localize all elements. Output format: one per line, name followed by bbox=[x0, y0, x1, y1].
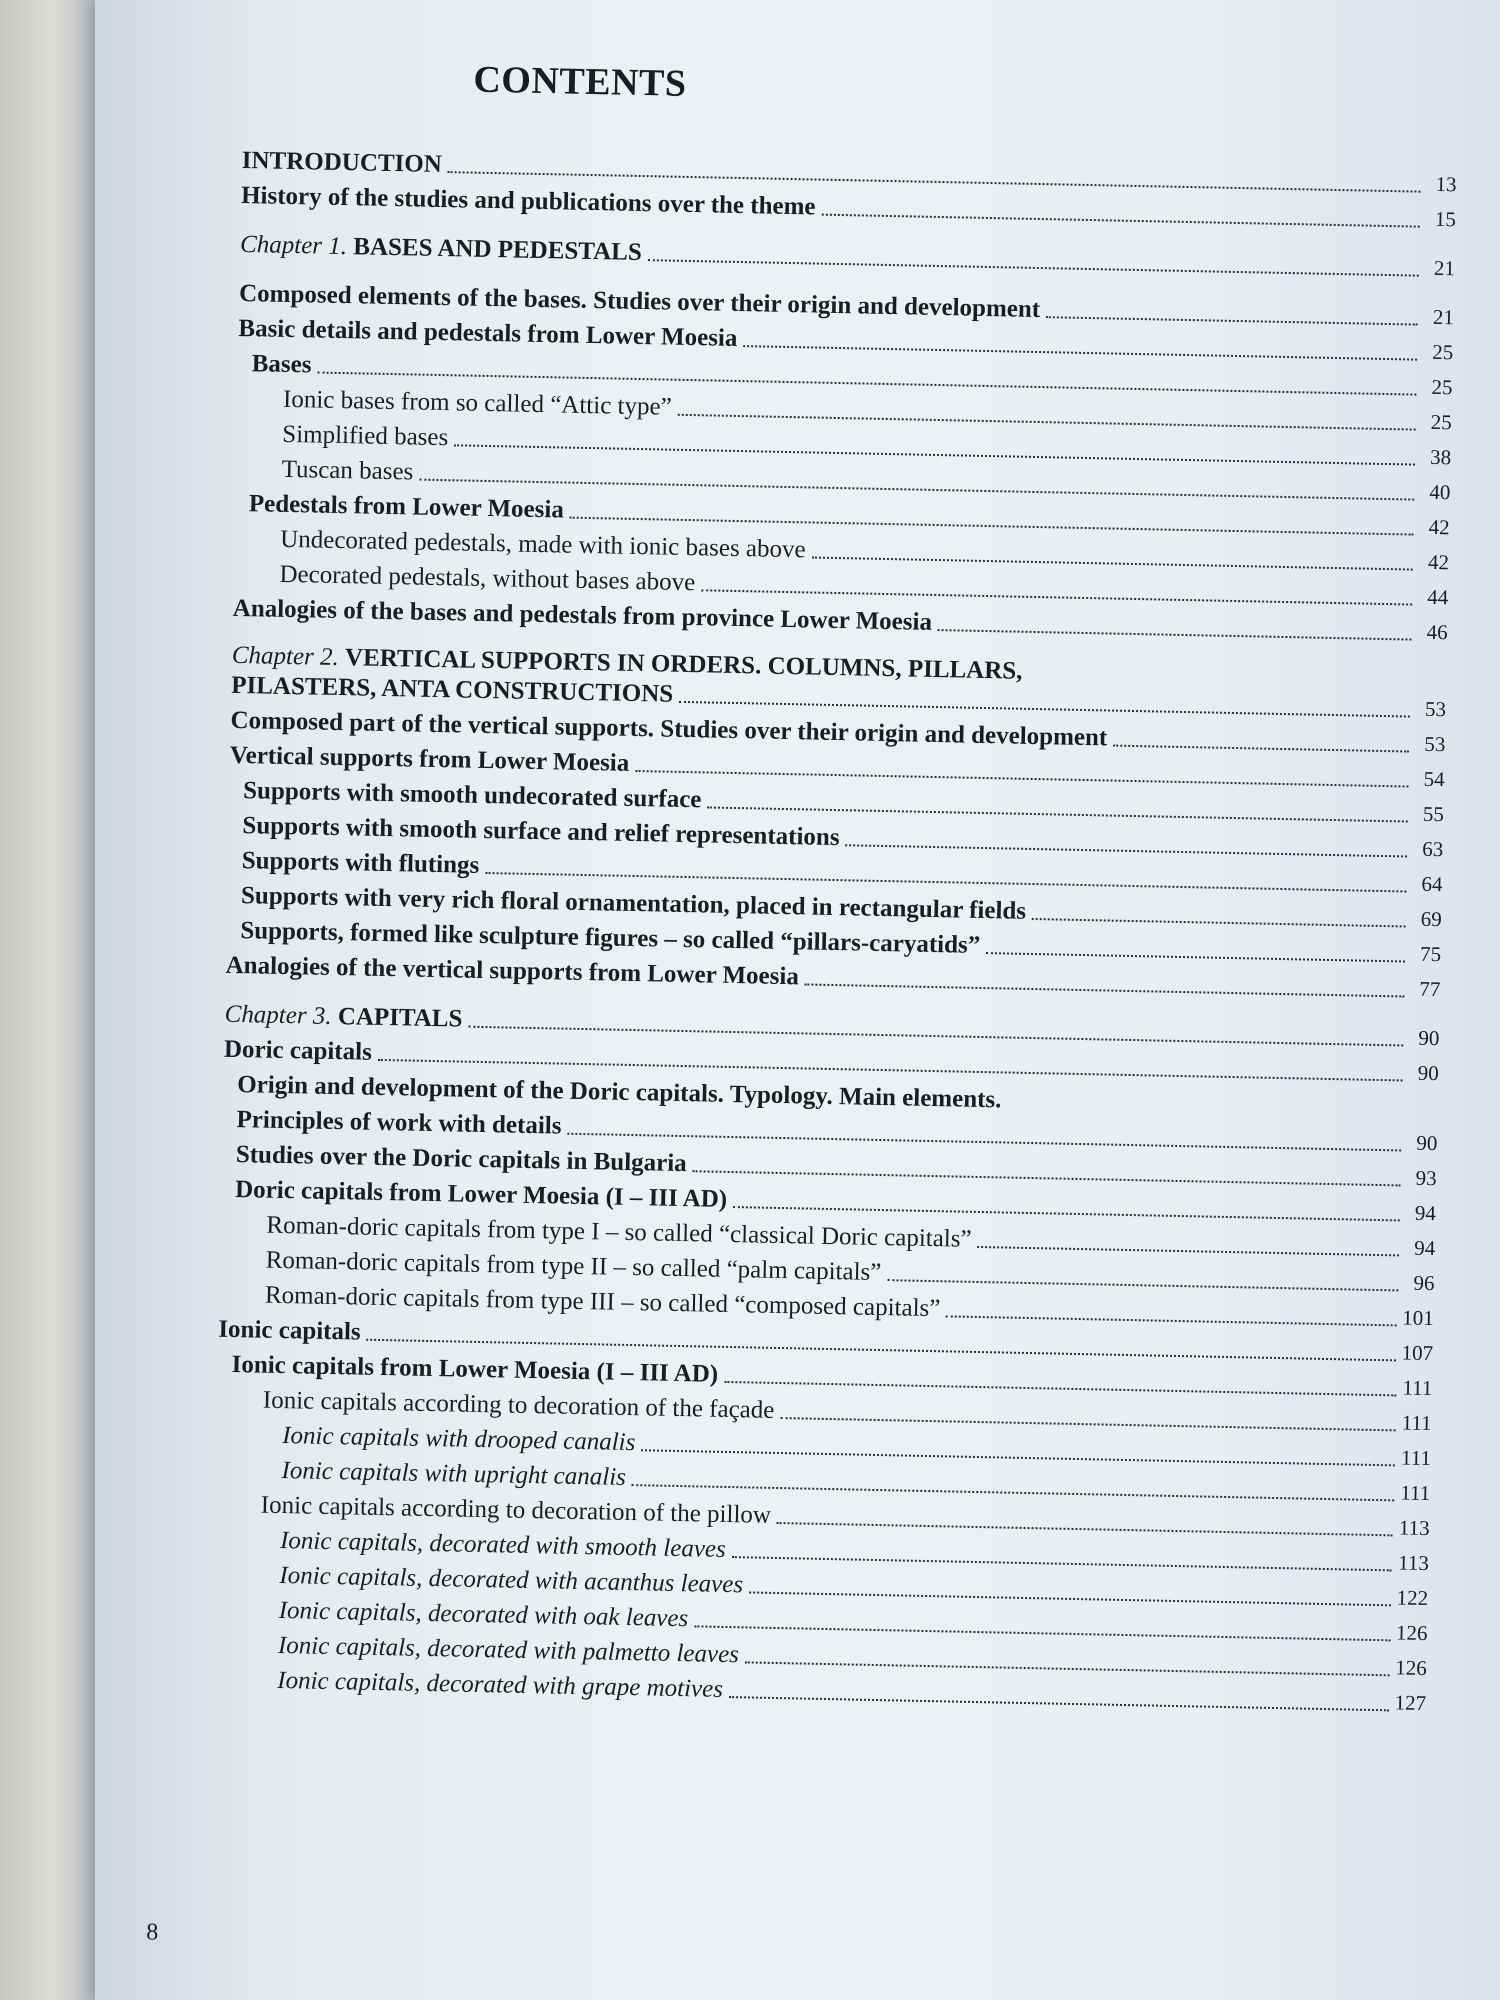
toc-entry-label: Roman-doric capitals from type II – so called “palm capitals” bbox=[265, 1246, 882, 1287]
dot-leader bbox=[1113, 745, 1409, 753]
toc-page-number: 54 bbox=[1423, 766, 1445, 792]
toc-entry-label: Origin and development of the Doric capitals. Typology. Main elements. bbox=[236, 1071, 1002, 1114]
toc-entry-label: Decorated pedestals, without bases above bbox=[279, 560, 696, 597]
toc-entry-label: Ionic bases from so called “Attic type” bbox=[282, 385, 672, 421]
toc-entry-label: Ionic capitals according to decoration of the pillow bbox=[260, 1491, 772, 1529]
chapter-title-line2: PILASTERS, ANTA CONSTRUCTIONS bbox=[231, 671, 674, 708]
toc-page-number: 111 bbox=[1400, 1445, 1432, 1471]
toc-entry-label: Pedestals from Lower Moesia bbox=[248, 490, 565, 524]
dot-leader bbox=[946, 1315, 1396, 1326]
toc-entry-label: Supports with smooth undecorated surface bbox=[242, 777, 702, 814]
toc-entry-label: Supports, formed like sculpture figures – so called “pillars-caryatids” bbox=[240, 917, 981, 959]
toc-page-number: 126 bbox=[1395, 1620, 1428, 1646]
toc-page-number: 90 bbox=[1417, 1060, 1439, 1086]
toc-page-number: 127 bbox=[1394, 1690, 1427, 1716]
toc-page-number: 96 bbox=[1413, 1270, 1435, 1296]
toc-page-number: 21 bbox=[1433, 255, 1456, 281]
toc-page-number: 44 bbox=[1427, 584, 1449, 610]
toc-entry-label: Analogies of the bases and pedestals from province Lower Moesia bbox=[232, 594, 933, 636]
dot-leader bbox=[845, 844, 1407, 857]
toc-entry-label: Vertical supports from Lower Moesia bbox=[229, 741, 630, 777]
dot-leader bbox=[887, 1279, 1398, 1291]
toc-page-number: 69 bbox=[1420, 906, 1443, 932]
toc-page-number: 21 bbox=[1432, 304, 1455, 330]
toc-entry-label: Supports with flutings bbox=[241, 847, 480, 879]
toc-entry-label: Undecorated pedestals, made with ionic bases above bbox=[279, 525, 806, 564]
toc-page-number: 55 bbox=[1422, 801, 1445, 827]
toc-entry-label: Ionic capitals, decorated with smooth leaves bbox=[279, 1527, 727, 1563]
toc-page-number: 111 bbox=[1400, 1480, 1431, 1506]
toc-page-number: 94 bbox=[1414, 1200, 1437, 1226]
toc-page-number: 113 bbox=[1397, 1550, 1430, 1576]
toc-entry-label: Doric capitals from Lower Moesia (I – III AD) bbox=[234, 1176, 728, 1213]
toc-page-number: 111 bbox=[1401, 1410, 1432, 1436]
toc-entry-label: Ionic capitals, decorated with oak leaves bbox=[278, 1597, 689, 1633]
toc-page-number: 75 bbox=[1419, 941, 1442, 967]
toc-page-number: 111 bbox=[1402, 1375, 1433, 1401]
toc-entry-label: Ionic capitals with drooped canalis bbox=[281, 1422, 636, 1457]
toc-entry-label: Basic details and pedestals from Lower Moesia bbox=[238, 314, 738, 352]
toc-page-number: 25 bbox=[1430, 409, 1453, 435]
dot-leader bbox=[805, 983, 1405, 997]
toc-entry-label: Ionic capitals, decorated with palmetto leaves bbox=[277, 1632, 740, 1669]
toc-entry-label: Ionic capitals, decorated with acanthus leaves bbox=[279, 1562, 744, 1599]
toc-page-number: 90 bbox=[1418, 1025, 1440, 1051]
toc-page-number: 107 bbox=[1401, 1340, 1434, 1366]
toc-page-number: 90 bbox=[1416, 1130, 1438, 1156]
toc-page-number: 77 bbox=[1419, 976, 1441, 1002]
toc-entry-label: Supports with smooth surface and relief representations bbox=[242, 812, 840, 852]
toc-page-number: 53 bbox=[1424, 731, 1446, 757]
toc-page-number: 42 bbox=[1428, 514, 1450, 540]
toc-entry-label: Ionic capitals according to decoration of the façade bbox=[262, 1386, 775, 1424]
dot-leader bbox=[648, 259, 1419, 276]
toc-entry-label: Ionic capitals with upright canalis bbox=[281, 1457, 627, 1491]
toc-page-number: 113 bbox=[1398, 1515, 1430, 1541]
toc-entry-label: Ionic capitals from Lower Moesia (I – III AD) bbox=[231, 1351, 719, 1388]
toc-entry-label: History of the studies and publications over the theme bbox=[240, 181, 816, 221]
toc-page-number: 40 bbox=[1429, 479, 1451, 505]
toc-page-number: 126 bbox=[1395, 1655, 1428, 1681]
toc-entry-label: Roman-doric capitals from type III – so called “composed capitals” bbox=[264, 1281, 941, 1323]
toc-entry-label: Composed elements of the bases. Studies over their origin and development bbox=[238, 279, 1041, 324]
toc-entry-label: Studies over the Doric capitals in Bulgaria bbox=[235, 1141, 687, 1178]
dot-leader bbox=[729, 1696, 1389, 1711]
toc-entry-label: Bases bbox=[251, 350, 312, 379]
toc-page-number: 64 bbox=[1421, 871, 1443, 897]
toc-page-number: 101 bbox=[1402, 1305, 1435, 1331]
toc-page-number: 94 bbox=[1413, 1235, 1436, 1261]
table-of-contents bbox=[211, 143, 1457, 1721]
page-content bbox=[55, 0, 1500, 2000]
toc-page-number: 53 bbox=[1424, 696, 1447, 722]
chapter-prefix: Chapter 1. bbox=[239, 230, 348, 261]
chapter-title: BASES AND PEDESTALS bbox=[353, 233, 643, 267]
toc-entry-label: Simplified bases bbox=[282, 420, 449, 452]
toc-entry-label: Roman-doric capitals from type I – so called “classical Doric capitals” bbox=[266, 1211, 972, 1253]
toc-entry-label: Analogies of the vertical supports from Lower Moesia bbox=[225, 951, 800, 991]
dot-leader bbox=[1046, 316, 1418, 325]
chapter-label bbox=[224, 997, 462, 1037]
toc-page-number: 13 bbox=[1435, 171, 1457, 197]
toc-chapter-heading[interactable] bbox=[240, 227, 1455, 286]
book-page bbox=[95, 0, 1500, 2000]
dot-leader bbox=[821, 214, 1419, 228]
toc-page-number: 25 bbox=[1431, 339, 1454, 365]
toc-page-number: 93 bbox=[1415, 1165, 1437, 1191]
toc-entry-label: Principles of work with details bbox=[236, 1106, 562, 1140]
dot-leader bbox=[938, 629, 1412, 641]
toc-entry-label: Tuscan bases bbox=[281, 455, 414, 486]
chapter-title-line1: VERTICAL SUPPORTS IN ORDERS. COLUMNS, PILLARS, bbox=[344, 644, 1023, 685]
page-number: 8 bbox=[145, 1919, 159, 1946]
dot-leader bbox=[977, 1246, 1399, 1256]
chapter-label bbox=[240, 227, 642, 270]
toc-entry-label: INTRODUCTION bbox=[241, 146, 443, 178]
chapter-prefix: Chapter 3. bbox=[224, 1000, 332, 1030]
page-title: CONTENTS bbox=[473, 58, 687, 105]
toc-page-number: 46 bbox=[1426, 619, 1448, 645]
toc-entry-label: Ionic capitals bbox=[218, 1315, 361, 1346]
toc-entry-label: Ionic capitals, decorated with grape motives bbox=[277, 1667, 724, 1703]
toc-page-number: 122 bbox=[1396, 1585, 1429, 1611]
toc-page-number: 63 bbox=[1421, 836, 1444, 862]
toc-page-number: 38 bbox=[1429, 444, 1452, 470]
toc-entry-label: Doric capitals bbox=[223, 1035, 373, 1066]
toc-page-number: 15 bbox=[1434, 206, 1457, 232]
toc-entry-label: Composed part of the vertical supports. Studies over their origin and development bbox=[230, 706, 1108, 752]
toc-page-number: 42 bbox=[1427, 549, 1450, 575]
dot-leader bbox=[986, 952, 1405, 962]
dot-leader bbox=[1032, 918, 1406, 928]
toc-entry-label: Supports with very rich floral ornamentation, placed in rectangular fields bbox=[240, 882, 1027, 925]
chapter-title: CAPITALS bbox=[337, 1003, 463, 1033]
toc-page-number: 25 bbox=[1431, 374, 1453, 400]
chapter-prefix: Chapter 2. bbox=[231, 641, 340, 672]
